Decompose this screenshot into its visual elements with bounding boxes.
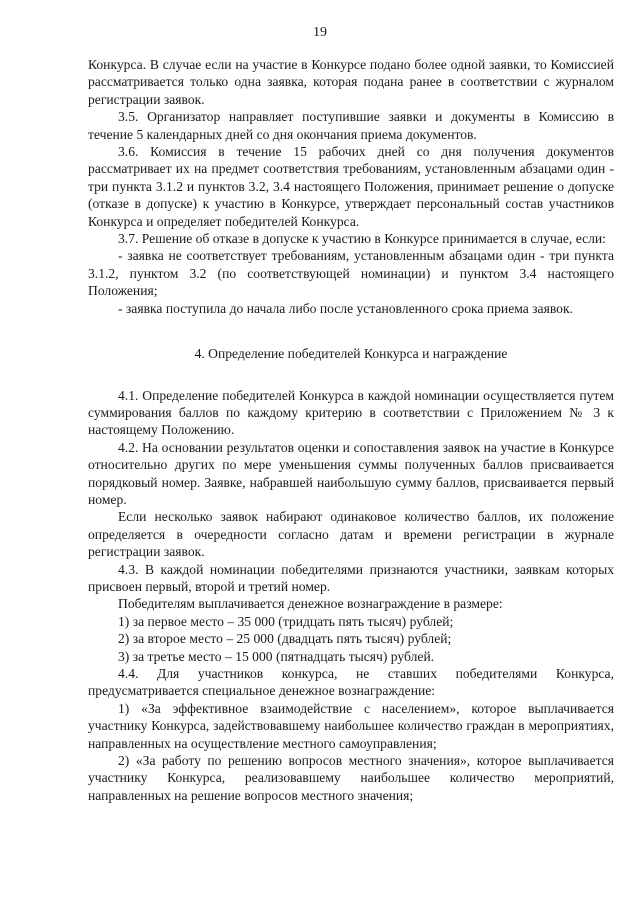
paragraph: Конкурса. В случае если на участие в Конкурсе подано более одной заявки, то Комиссией рассматривается только одна заявка, которая подана ранее в соответствии с журналом регистрации заявок. (88, 57, 614, 107)
paragraph: 4.2. На основании результатов оценки и сопоставления заявок на участие в Конкурсе относительно других по мере уменьшения суммы полученных баллов присваивается порядковый номер. Заявке, набравшей наибольшую сумму баллов, присваивается первый номер. (88, 439, 614, 507)
list-item: 1) за первое место – 35 000 (тридцать пять тысяч) рублей; (118, 613, 454, 629)
paragraph: 4.1. Определение победителей Конкурса в каждой номинации осуществляется путем суммирования баллов по каждому критерию в соответствии с Приложением № 3 к настоящему Положению. (88, 387, 614, 438)
list-item: - заявка поступила до начала либо после установленного срока приема заявок. (118, 300, 573, 316)
paragraph: 3.7. Решение об отказе в допуске к участию в Конкурсе принимается в случае, если: (118, 231, 606, 247)
list-item: 3) за третье место – 15 000 (пятнадцать тысяч) рублей. (118, 648, 435, 664)
paragraph: 4.4. Для участников конкурса, не ставших победителями Конкурса, предусматривается специальное денежное вознаграждение: (88, 666, 614, 699)
document-body (88, 56, 614, 804)
list-item: 2) за второе место – 25 000 (двадцать пять тысяч) рублей; (118, 631, 452, 647)
list-item: - заявка не соответствует требованиям, установленным абзацами один - три пункта 3.1.2, пунктом 3.2 (по соответствующей номинации) и пунктом 3.4 настоящего Положения; (88, 248, 614, 299)
paragraph: Победителям выплачивается денежное вознаграждение в размере: (118, 596, 503, 612)
paragraph: 4.3. В каждой номинации победителями признаются участники, заявкам которых присвоен первый, второй и третий номер. (88, 561, 614, 594)
list-item: 1) «За эффективное взаимодействие с населением», которое выплачивается участнику Конкурса, задействовавшему наибольшее количество граждан в мероприятиях, направленных на осуществление местного самоуправления; (88, 700, 614, 751)
paragraph: 3.6. Комиссия в течение 15 рабочих дней со дня получения документов рассматривает их на предмет соответствия требованиям, установленным абзацами один - три пункта 3.1.2 и пунктов 3.2, 3.4 настоящего Положения, принимает решение о допуске (отказе в допуске) к участию в Конкурсе, утверждает персональный состав участников Конкурса и определяет победителей Конкурса. (88, 144, 614, 229)
page-number: 19 (313, 25, 327, 40)
list-item: 2) «За работу по решению вопросов местного значения», которое выплачивается участнику Конкурса, реализовавшему наибольшее количество мероприятий, направленных на решение вопросов местного значения; (88, 753, 614, 803)
paragraph: 3.5. Организатор направляет поступившие заявки и документы в Комиссию в течение 5 календарных дней со дня окончания приема документов. (88, 109, 614, 142)
section-heading: 4. Определение победителей Конкурса и награждение (194, 346, 508, 362)
paragraph: Если несколько заявок набирают одинаковое количество баллов, их положение определяется в очередности согласно датам и времени регистрации в журнале регистрации заявок. (88, 509, 614, 560)
